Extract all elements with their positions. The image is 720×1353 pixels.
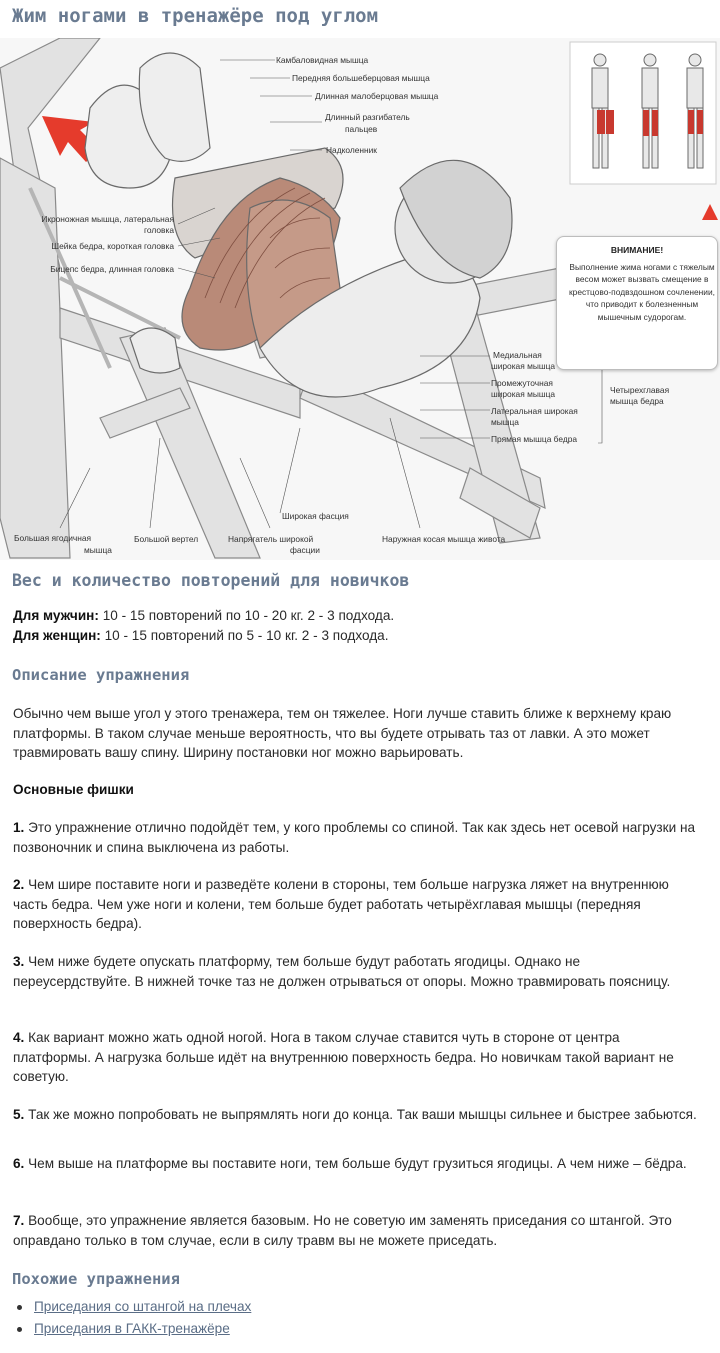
warning-text: Выполнение жима ногами с тяжелым весом может вызвать смещение в крестцово-подвздошном сочленении, что приводит к болезненным мышечным судорогам. [569, 262, 715, 322]
tip-3-num: 3. [13, 954, 25, 969]
tip-7 [13, 1211, 699, 1250]
label-rectus-femoris: Прямая мышца бедра [491, 434, 578, 444]
label-patella: Надколенник [326, 145, 377, 155]
tip-1-num: 1. [13, 820, 25, 835]
tip-3-text: Чем ниже будете опускать платформу, тем больше будут работать ягодицы. Однако не переусердствуйте. В нижней точке таз не должен отрываться от опоры. Можно травмировать поясницу. [13, 954, 671, 989]
tip-4-text: Как вариант можно жать одной ногой. Нога в таком случае ставится чуть в стороне от центра платформы. А нагрузка больше идёт на внутреннюю поверхность бедра. Но новичкам такой вариант не советую. [13, 1030, 674, 1085]
tip-7-text: Вообще, это упражнение является базовым. Но не советую им заменять приседания со штангой. Это оправдано только в том случае, если в силу травм вы не можете приседать. [13, 1213, 672, 1248]
reps-men [13, 606, 699, 626]
label-quadriceps-2: мышца бедра [610, 396, 664, 406]
reps-women [13, 626, 699, 646]
similar-list [0, 1296, 251, 1340]
label-fascia-lata: Широкая фасция [282, 511, 349, 521]
list-item [0, 1318, 251, 1340]
page-title: Жим ногами в тренажёре под углом [12, 5, 379, 27]
tip-6 [13, 1154, 699, 1174]
label-tibialis-anterior: Передняя большеберцовая мышца [292, 73, 430, 83]
tip-5 [13, 1105, 699, 1125]
tip-5-text: Так же можно попробовать не выпрямлять ноги до конца. Так ваши мышцы сильнее и быстрее забьются. [24, 1107, 697, 1122]
tip-2 [13, 875, 699, 934]
warning-box [556, 236, 718, 370]
label-vastus-medialis: Медиальная [493, 350, 542, 360]
label-gastrocnemius-2: головка [144, 225, 174, 235]
label-external-oblique: Наружная косая мышца живота [382, 534, 506, 544]
reps-men-label: Для мужчин: [13, 608, 99, 623]
tip-7-num: 7. [13, 1213, 25, 1228]
tip-1 [13, 818, 699, 857]
leg-press-illustration [0, 38, 720, 560]
label-vastus-intermedius-2: широкая мышца [491, 389, 556, 399]
tip-6-num: 6. [13, 1156, 25, 1171]
tip-2-num: 2. [13, 877, 25, 892]
tip-4-num: 4. [13, 1030, 25, 1045]
label-trochanter: Большой вертел [134, 534, 199, 544]
label-soleus: Камбаловидная мышца [276, 55, 369, 65]
similar-heading: Похожие упражнения [12, 1270, 180, 1288]
description-text: Обычно чем выше угол у этого тренажера, тем он тяжелее. Ноги лучше ставить ближе к верхнему краю платформы. В таком случае меньше вероятность, что вы будете отрывать таз от лавки. А это может травмировать вашу спину. Ширину постановки ног можно варьировать. [13, 706, 672, 761]
tip-6-text: Чем выше на платформе вы поставите ноги, тем больше будут грузиться ягодицы. А чем ниже – бёдра. [24, 1156, 687, 1171]
reps-heading: Вес и количество повторений для новичков [12, 571, 410, 590]
label-tfl: Напрягатель широкой [228, 534, 314, 544]
label-vastus-medialis-2: широкая мышца [491, 361, 556, 371]
label-biceps-long: Бицепс бедра, длинная головка [50, 264, 174, 274]
label-gastrocnemius: Икроножная мышца, латеральная [41, 214, 174, 224]
tips-heading [13, 780, 699, 800]
label-gluteus-2: мышца [84, 545, 112, 555]
tip-1-text: Это упражнение отлично подойдёт тем, у кого проблемы со спиной. Так как здесь нет осевой нагрузки на позвоночник и спина выключена из работы. [13, 820, 696, 855]
label-quadriceps: Четырехглавая [610, 385, 670, 395]
list-item [0, 1296, 251, 1318]
label-ext-digitorum: Длинный разгибатель [325, 112, 410, 122]
similar-link-hack-squat[interactable]: Приседания в ГАКК-тренажёре [34, 1321, 230, 1336]
reps-men-text: 10 - 15 повторений по 10 - 20 кг. 2 - 3 подхода. [98, 608, 395, 623]
tip-3 [13, 952, 699, 991]
tip-4 [13, 1028, 699, 1087]
label-gluteus: Большая ягодичная [14, 533, 92, 543]
reps-women-text: 10 - 15 повторений по 5 - 10 кг. 2 - 3 подхода. [100, 628, 389, 643]
tip-2-text: Чем шире поставите ноги и разведёте колени в стороны, тем больше нагрузка ляжет на внутреннюю часть бедра. Чем уже ноги и колени, тем больше будет работать четырёхглавая мышцы (передняя поверхность бедра). [13, 877, 669, 932]
label-vastus-lateralis: Латеральная широкая [491, 406, 578, 416]
description-heading: Описание упражнения [12, 666, 190, 684]
label-biceps-short: Шейка бедра, короткая головка [51, 241, 174, 251]
tips-heading-text: Основные фишки [13, 782, 134, 797]
reps-women-label: Для женщин: [13, 628, 101, 643]
warning-title: ВНИМАНИЕ! [610, 245, 664, 255]
tip-5-num: 5. [13, 1107, 25, 1122]
label-vastus-lateralis-2: мышца [491, 417, 519, 427]
similar-link-barbell-squat[interactable]: Приседания со штангой на плечах [34, 1299, 252, 1314]
label-vastus-intermedius: Промежуточная [491, 378, 553, 388]
label-tfl-2: фасции [290, 545, 320, 555]
label-peroneus-longus: Длинная малоберцовая мышца [315, 91, 439, 101]
label-ext-digitorum-2: пальцев [345, 124, 378, 134]
